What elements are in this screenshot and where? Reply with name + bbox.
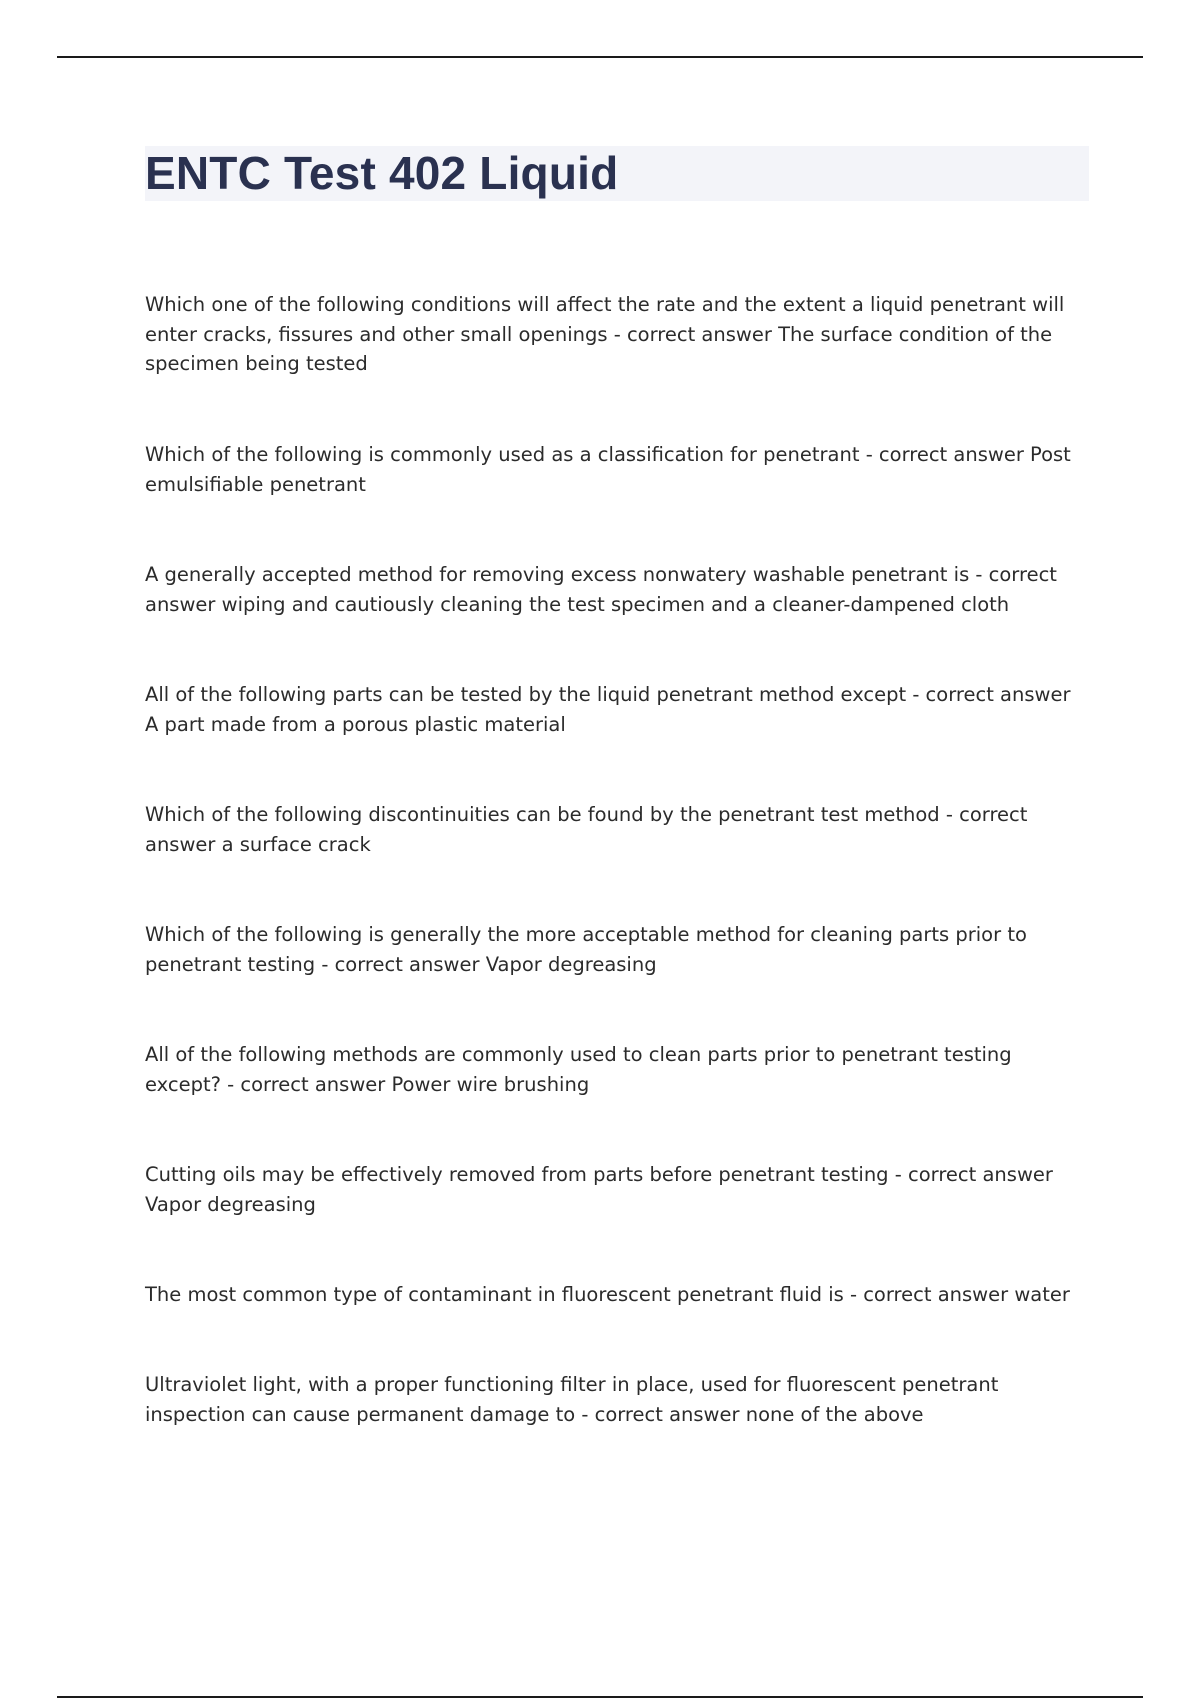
question-item: Cutting oils may be effectively removed from parts before penetrant testing - correct answer Vapor degreasing [145, 1163, 1053, 1216]
question-item: All of the following methods are commonly used to clean parts prior to penetrant testing except? - correct answer Power wire brushing [145, 1043, 1012, 1096]
question-item: All of the following parts can be tested by the liquid penetrant method except - correct answer A part made from a porous plastic material [145, 683, 1071, 736]
bottom-rule [57, 1696, 1143, 1698]
question-item: Which of the following is commonly used as a classification for penetrant - correct answer Post emulsifiable penetrant [145, 443, 1071, 496]
question-item: Which of the following is generally the more acceptable method for cleaning parts prior to penetrant testing - correct answer Vapor degreasing [145, 923, 1027, 976]
question-item: Which one of the following conditions will affect the rate and the extent a liquid penetrant will enter cracks, fissures and other small openings - correct answer The surface condition of the specimen being tested [145, 293, 1065, 375]
question-item: Which of the following discontinuities can be found by the penetrant test method - correct answer a surface crack [145, 803, 1028, 856]
document-title: ENTC Test 402 Liquid [145, 147, 619, 199]
top-rule [57, 56, 1143, 58]
question-item: Ultraviolet light, with a proper functioning filter in place, used for fluorescent penetrant inspection can cause permanent damage to - correct answer none of the above [145, 1373, 999, 1426]
question-item: The most common type of contaminant in fluorescent penetrant fluid is - correct answer water [145, 1283, 1070, 1306]
question-item: A generally accepted method for removing excess nonwatery washable penetrant is - correct answer wiping and cautiously cleaning the test specimen and a cleaner-dampened cloth [145, 563, 1057, 616]
